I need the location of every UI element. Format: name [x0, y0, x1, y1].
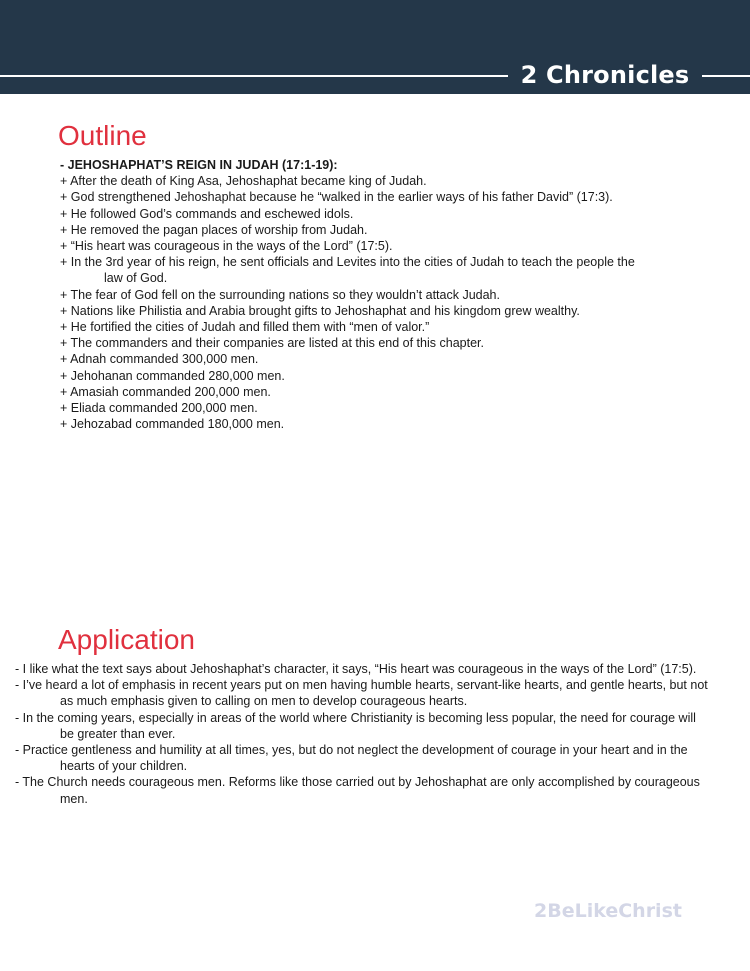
list-item: [60, 303, 710, 319]
list-item-text: + The commanders and their companies are listed at this end of this chapter.: [60, 336, 484, 351]
list-item-text: + Jehozabad commanded 180,000 men.: [60, 417, 285, 432]
header-banner: [0, 0, 750, 94]
list-item-text: + “His heart was courageous in the ways of the Lord” (17:5).: [60, 239, 393, 254]
list-item: [60, 222, 710, 238]
list-item: [60, 335, 710, 351]
list-item: [60, 287, 710, 303]
list-item: [60, 238, 710, 254]
list-item-text: + He followed God’s commands and eschewed idols.: [60, 206, 354, 221]
list-item-text: + God strengthened Jehoshaphat because he “walked in the earlier ways of his father David” (17:3).: [60, 190, 613, 205]
list-item: [60, 319, 710, 335]
list-item: - I like what the text says about Jehoshaphat’s character, it says, “His heart was courageous in the ways of the Lord” (17:5).: [15, 662, 697, 676]
list-item: [60, 384, 710, 400]
list-item-text: + He removed the pagan places of worship from Judah.: [60, 222, 368, 237]
outline-list: [60, 157, 710, 432]
brand-watermark: 2BeLikeChrist: [534, 900, 682, 922]
list-item: [60, 400, 710, 416]
list-item: [60, 416, 710, 432]
list-item: - Practice gentleness and humility at all times, yes, but do not neglect the development of courage in your heart and in the hearts of your children.: [15, 743, 688, 774]
outline-heading: Outline: [58, 120, 147, 151]
list-item-text: + Jehohanan commanded 280,000 men.: [60, 368, 285, 383]
list-item: [60, 254, 710, 286]
header-rule-left: [0, 75, 508, 77]
list-item: - In the coming years, especially in areas of the world where Christianity is becoming less popular, the need for courage will be greater than ever.: [15, 710, 696, 741]
list-item-text: + After the death of King Asa, Jehoshaphat became king of Judah.: [60, 174, 427, 189]
list-item-text: + Adnah commanded 300,000 men.: [60, 352, 259, 367]
list-item-text: + In the 3rd year of his reign, he sent officials and Levites into the cities of Judah to teach the people the law of God.: [60, 255, 635, 286]
application-list: [15, 661, 710, 807]
list-item: [60, 206, 710, 222]
list-item: [60, 173, 710, 189]
list-item-text: + He fortified the cities of Judah and filled them with “men of valor.”: [60, 320, 430, 335]
application-heading: Application: [58, 624, 195, 655]
header-rule-right: [702, 75, 750, 77]
list-item: [60, 368, 710, 384]
list-item: - I’ve heard a lot of emphasis in recent years put on men having humble hearts, servant-like hearts, and gentle hearts, but not as much emphasis given to calling on men to develop courageous hearts.: [15, 678, 708, 709]
list-item-text: + The fear of God fell on the surrounding nations so they wouldn’t attack Judah.: [60, 287, 500, 302]
list-item: - The Church needs courageous men. Reforms like those carried out by Jehoshaphat are only accomplished by courageous men.: [15, 775, 700, 806]
list-item-text: + Amasiah commanded 200,000 men.: [60, 384, 271, 399]
list-item-text: + Eliada commanded 200,000 men.: [60, 401, 258, 416]
list-item-text: + Nations like Philistia and Arabia brought gifts to Jehoshaphat and his kingdom grew wealthy.: [60, 303, 580, 318]
list-item: [60, 189, 710, 205]
list-item: [60, 351, 710, 367]
outline-topic: - JEHOSHAPHAT’S REIGN IN JUDAH (17:1-19):: [60, 158, 338, 172]
book-title: 2 Chronicles: [520, 61, 690, 89]
